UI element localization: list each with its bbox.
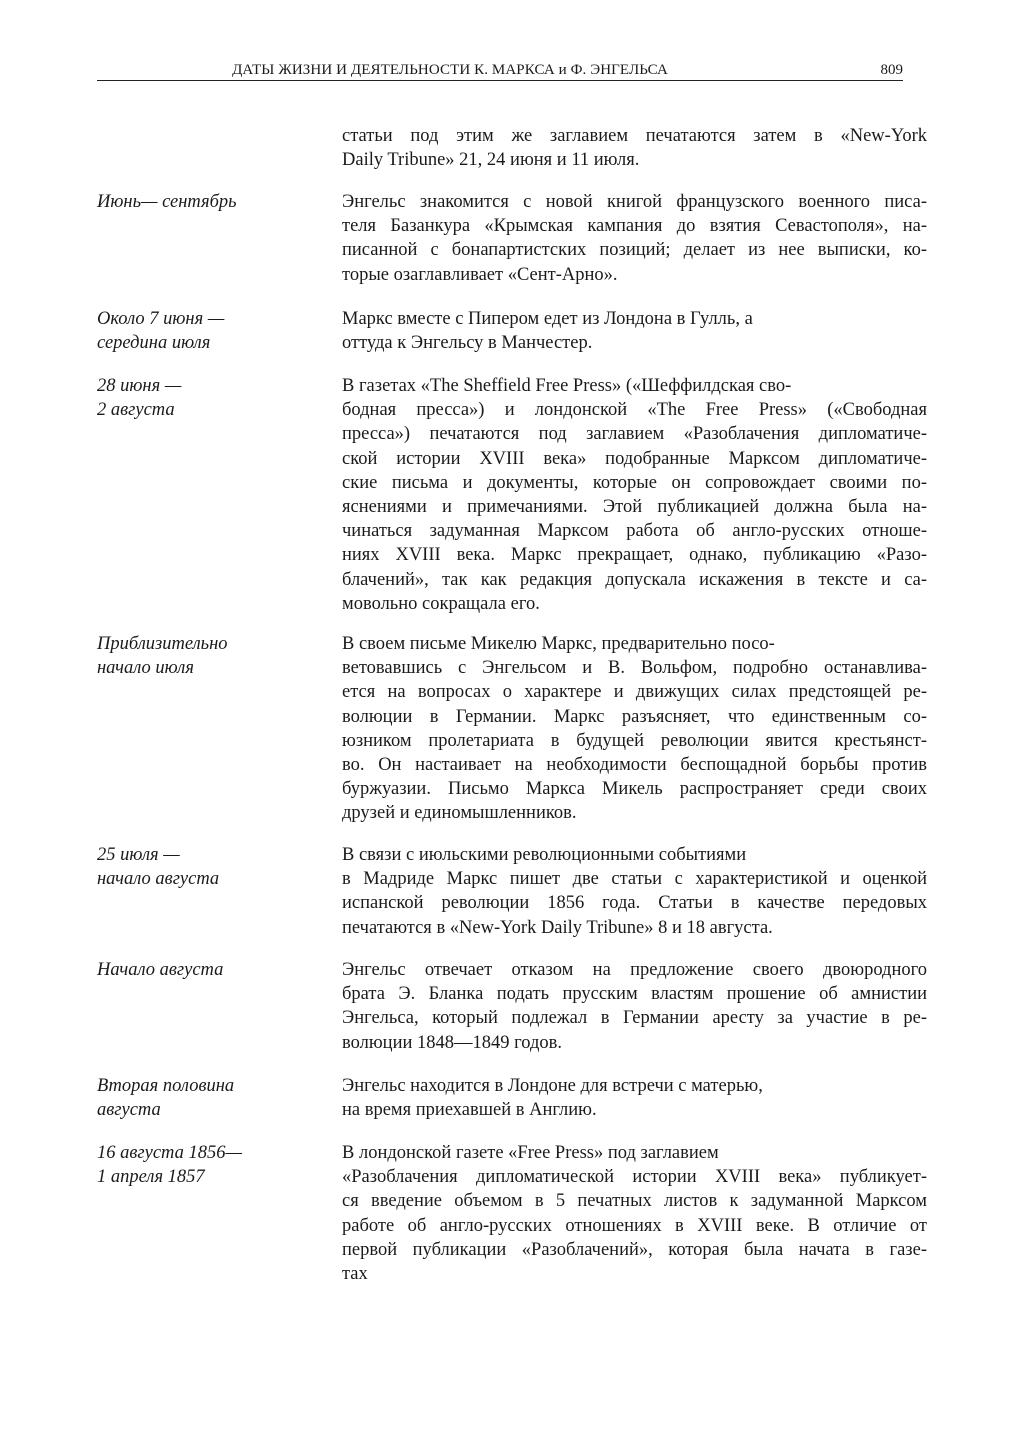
text-line: первой публикации «Разоблачений», которая была начата в газе- <box>342 1239 927 1260</box>
date-line: Вторая половина <box>97 1076 235 1096</box>
text-line: печатаются в «New-York Daily Tribune» 8 и 18 августа. <box>342 917 773 938</box>
entry-text <box>342 632 927 826</box>
text-line: работе об англо-русских отношениях в XVIII веке. В отличие от <box>342 1215 927 1236</box>
date-line: 16 августа 1856— <box>97 1143 242 1163</box>
text-line: Энгельс знакомится с новой книгой французского военного писа- <box>342 192 927 212</box>
text-line: В газетах «The Sheffield Free Press» («Шеффилдская сво- <box>342 376 792 396</box>
text-line: тах <box>342 1264 368 1285</box>
entry-text <box>342 1141 927 1286</box>
text-line: юзником пролетариата в будущей революции явится крестьянст- <box>342 730 927 751</box>
date-line: Июнь— сентябрь <box>97 192 237 212</box>
text-line: Маркс вместе с Пипером едет из Лондона в Гулль, а <box>342 309 753 329</box>
running-header-title: ДАТЫ ЖИЗНИ И ДЕЯТЕЛЬНОСТИ К. МАРКСА и Ф. ЭНГЕЛЬСА <box>232 62 668 78</box>
text-line: ской истории XVIII века» подобранные Марксом дипломатиче- <box>342 448 927 469</box>
date-line: середина июля <box>97 333 211 354</box>
text-line: ветовавшись с Энгельсом и В. Вольфом, подробно останавлива- <box>342 658 927 679</box>
text-line: испанской революции 1856 года. Статьи в качестве передовых <box>342 893 927 914</box>
entry-date <box>97 374 317 422</box>
date-line: Начало августа <box>97 960 224 980</box>
entry-date <box>97 843 317 891</box>
entry-text <box>342 190 927 287</box>
entry-date <box>97 1141 317 1189</box>
text-line: В связи с июльскими революционными событиями <box>342 845 747 865</box>
text-line: ется на вопросах о характере и движущих силах предстоящей ре- <box>342 682 927 703</box>
text-line: Энгельс находится в Лондоне для встречи с матерью, <box>342 1076 763 1096</box>
text-line: буржуазии. Письмо Маркса Микель распространяет среди своих <box>342 779 927 800</box>
text-line: бодная пресса») и лондонской «The Free Press» («Свободная <box>342 400 927 421</box>
entry-text <box>342 307 927 355</box>
date-line: начало августа <box>97 869 220 890</box>
entry-text <box>342 1074 927 1122</box>
text-line: во. Он настаивает на необходимости беспощадной борьбы против <box>342 755 927 776</box>
text-line: ся введение объемом в 5 печатных листов к задуманной Марксом <box>342 1191 927 1212</box>
entry-text <box>342 958 927 1055</box>
text-line: на время приехавшей в Англию. <box>342 1100 597 1121</box>
entry-date <box>97 190 317 214</box>
text-line: торые озаглавливает «Сент-Арно». <box>342 264 618 285</box>
date-line: 25 июля — <box>97 845 180 865</box>
text-line: «Разоблачения дипломатической истории XVIII века» публикует- <box>342 1167 927 1188</box>
text-line: блачений», так как редакция допускала искажения в тексте и са- <box>342 569 927 590</box>
text-line: яснениями и примечаниями. Этой публикацией должна была на- <box>342 497 927 518</box>
entry-date <box>97 958 317 982</box>
text-line: ниях XVIII века. Маркс прекращает, однако, публикацию «Разо- <box>342 545 927 566</box>
text-line: в Мадриде Маркс пишет две статьи с характеристикой и оценкой <box>342 869 927 890</box>
date-line: 2 августа <box>97 400 175 421</box>
text-line: писанной с бонапартистских позиций; делает из нее выписки, ко- <box>342 240 927 261</box>
text-line: друзей и единомышленников. <box>342 803 577 824</box>
text-line: волюции 1848—1849 годов. <box>342 1032 562 1053</box>
date-line: 1 апреля 1857 <box>97 1167 205 1188</box>
text-line: В лондонской газете «Free Press» под заглавием <box>342 1143 719 1163</box>
text-line: пресса») печатаются под заглавием «Разоблачения дипломатиче- <box>342 424 927 445</box>
page-number: 809 <box>880 62 903 78</box>
date-line: августа <box>97 1100 161 1121</box>
text-line: Энгельс отвечает отказом на предложение своего двоюродного <box>342 960 927 980</box>
text-line: брата Э. Бланка подать прусским властям прошение об амнистии <box>342 984 927 1005</box>
text-line: ские письма и документы, которые он сопровождает своими по- <box>342 472 927 493</box>
text-line: оттуда к Энгельсу в Манчестер. <box>342 333 593 354</box>
text-line: В своем письме Микелю Маркс, предварительно посо- <box>342 634 775 654</box>
entry-date <box>97 1074 317 1122</box>
text-line: статьи под этим же заглавием печатаются затем в «New-York <box>342 126 927 146</box>
text-line: теля Базанкура «Крымская кампания до взятия Севастополя», на- <box>342 216 927 237</box>
date-line: Около 7 июня — <box>97 309 225 329</box>
entry-date <box>97 632 317 680</box>
running-header <box>97 60 903 81</box>
date-line: Приблизительно <box>97 634 228 654</box>
date-line: 28 июня — <box>97 376 182 396</box>
date-line: начало июля <box>97 658 194 679</box>
text-line: чинаться задуманная Марксом работа об англо-русских отноше- <box>342 521 927 542</box>
text-line: Энгельса, который подлежал в Германии аресту за участие в ре- <box>342 1008 927 1029</box>
entry-text <box>342 843 927 940</box>
text-line: волюции в Германии. Маркс разъясняет, что единственным со- <box>342 706 927 727</box>
text-line: Daily Tribune» 21, 24 июня и 11 июля. <box>342 150 640 171</box>
text-line: мовольно сокращала его. <box>342 593 540 614</box>
entry-text <box>342 124 927 172</box>
entry-date <box>97 307 317 355</box>
entry-text <box>342 374 927 616</box>
